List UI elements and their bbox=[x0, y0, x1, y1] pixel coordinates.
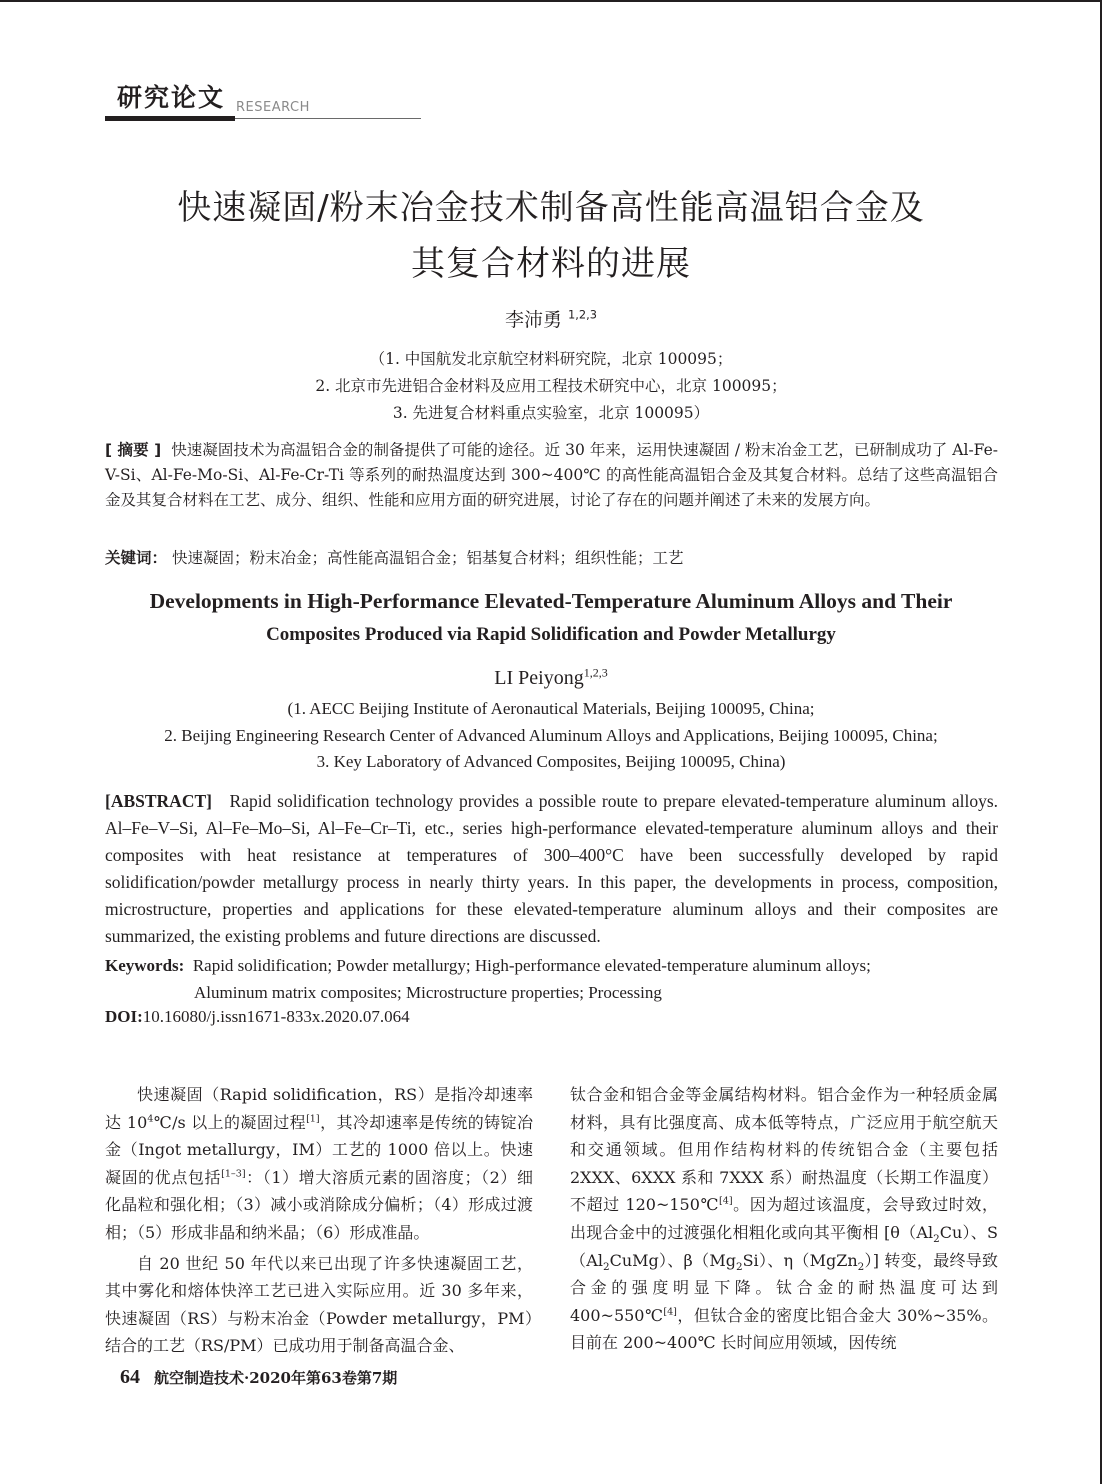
title-cn-line2: 其复合材料的进展 bbox=[411, 244, 691, 284]
keywords-en-line1: Rapid solidification; Powder metallurgy; High-performance elevated-temperature aluminum alloys; bbox=[192, 956, 871, 975]
section-label-cn: 研究论文 bbox=[117, 83, 226, 112]
body-text: CuMg）、β（Mg bbox=[609, 1250, 736, 1270]
body-text: ）] 转变，最终导致合金的强度明显下降。钛合金的耐热温度可达到 400~550℃ bbox=[570, 1250, 998, 1325]
keywords-cn-label: 关键词： bbox=[105, 549, 168, 567]
affiliation-en-2: 2. Beijing Engineering Research Center of Advanced Aluminum Alloys and Applications, Beijing 100095, China; bbox=[164, 726, 938, 745]
author-en-sup: 1,2,3 bbox=[583, 665, 608, 680]
subscript: 2 bbox=[857, 1260, 865, 1273]
page-footer bbox=[120, 1366, 397, 1389]
abstract-en-label: [ABSTRACT] bbox=[105, 791, 212, 811]
body-text: 钛合金和铝合金等金属结构材料。铝合金作为一种轻质金属材料，具有比强度高、成本低等特点，广泛应用于航空航天和交通领域。但用作结构材料的传统铝合金（主要包括 2XXX、6XXX 系和 7XXX 系）耐热温度（长期工作温度）不超过 120~150℃ bbox=[570, 1085, 998, 1215]
body-column-right bbox=[570, 1081, 998, 1357]
body-text: ，但钛合金的密度比铝合金大 30%~35%。目前在 200~400℃ 长时间应用领域，因传统 bbox=[570, 1305, 998, 1353]
keywords-en bbox=[105, 952, 998, 1006]
subscript: 2 bbox=[933, 1233, 940, 1246]
abstract-en-text: Rapid solidification technology provides a possible route to prepare elevated-temperature aluminum alloys. Al–Fe–V–Si, Al–Fe–Mo–Si, Al–Fe–Cr–Ti, etc., series high-performance elevated-temperature aluminum alloys and their composites with heat resistance at temperatures of 300–400°C have been successfully developed by rapid solidification/powder metallurgy process in nearly thirty years. In this paper, the developments in process, composition, microstructure, properties and applications for these elevated-temperature aluminum alloys and their composites are summarized, the existing problems and future directions are discussed. bbox=[105, 791, 998, 946]
abstract-cn-text: 快速凝固技术为高温铝合金的制备提供了可能的途径。近 30 年来，运用快速凝固 / 粉末冶金工艺，已研制成功了 Al-Fe-V-Si、Al-Fe-Mo-Si、Al-Fe-Cr-Ti 等系列的耐热温度达到 300~400℃ 的高性能高温铝合金及其复合材料。总结了这些高温铝合金及其复合材料在工艺、成分、组织、性能和应用方面的研究进展，讨论了存在的问题并阐述了未来的发展方向。 bbox=[105, 441, 999, 509]
keywords-en-label: Keywords: bbox=[105, 956, 185, 975]
author-cn-name: 李沛勇 bbox=[504, 309, 562, 331]
body-paragraph bbox=[105, 1081, 533, 1247]
section-header-bar bbox=[105, 116, 235, 121]
affiliation-cn-1: （1. 中国航发北京航空材料研究院，北京 100095； bbox=[369, 350, 733, 368]
abstract-en bbox=[105, 788, 998, 950]
subscript: 2 bbox=[735, 1260, 743, 1273]
citation-ref: [1–3] bbox=[221, 1168, 246, 1180]
title-cn-line1: 快速凝固/粉末冶金技术制备高性能高温铝合金及 bbox=[177, 188, 925, 228]
affiliation-cn-3: 3. 先进复合材料重点实验室，北京 100095） bbox=[392, 404, 710, 422]
title-en-line1: Developments in High-Performance Elevated-Temperature Aluminum Alloys and Their bbox=[149, 589, 953, 613]
affiliation-en-1: (1. AECC Beijing Institute of Aeronautical Materials, Beijing 100095, China; bbox=[287, 699, 815, 718]
author-cn-sup: 1,2,3 bbox=[568, 307, 598, 322]
body-text: 。因为超过该温度，会导致过时效，出现合金中的过渡强化相粗化或向其平衡相 [θ（Al bbox=[570, 1195, 998, 1242]
affiliation-en-3: 3. Key Laboratory of Advanced Composites, Beijing 100095, China) bbox=[316, 752, 786, 771]
journal-name: 航空制造技术·2020年第63卷第7期 bbox=[154, 1369, 398, 1387]
affiliation-cn-2: 2. 北京市先进铝合金材料及应用工程技术研究中心，北京 100095； bbox=[315, 377, 787, 395]
doi-label: DOI: bbox=[105, 1007, 143, 1026]
keywords-en-line2: Aluminum matrix composites; Microstructure properties; Processing bbox=[194, 983, 662, 1002]
keywords-cn-text: 快速凝固；粉末冶金；高性能高温铝合金；铝基复合材料；组织性能；工艺 bbox=[171, 549, 684, 567]
citation-ref: [4] bbox=[663, 1306, 677, 1318]
section-header-rule bbox=[235, 118, 421, 119]
top-border bbox=[0, 0, 1102, 2]
body-paragraph: 自 20 世纪 50 年代以来已出现了许多快速凝固工艺，其中雾化和熔体快淬工艺已进入实际应用。近 30 多年来，快速凝固（RS）与粉末冶金（Powder metallurgy，PM）结合的工艺（RS/PM）已成功用于制备高温合金、 bbox=[105, 1253, 533, 1356]
body-text: Si）、η（MgZn bbox=[742, 1250, 858, 1270]
body-text: ，其冷却速率是传统的铸锭冶金（Ingot metallurgy，IM）工艺的 1000 倍以上。快速凝固的优点包括 bbox=[105, 1112, 533, 1187]
author-cn bbox=[0, 305, 1102, 332]
keywords-cn bbox=[105, 546, 998, 568]
body-paragraph bbox=[570, 1081, 998, 1357]
body-text: 快速凝固（Rapid solidification，RS）是指冷却速率达 10 bbox=[105, 1085, 533, 1132]
superscript: 4 bbox=[147, 1113, 154, 1125]
abstract-cn-label: [ 摘要 ] bbox=[105, 441, 162, 459]
body-text: ：（1）增大溶质元素的固溶度；（2）细化晶粒和强化相；（3）减小或消除成分偏析；（4）形成过渡相；（5）形成非晶和纳米晶；（6）形成准晶。 bbox=[105, 1167, 533, 1242]
section-label-en: RESEARCH bbox=[236, 100, 310, 115]
page-number: 64 bbox=[120, 1366, 140, 1388]
title-en-line2: Composites Produced via Rapid Solidification and Powder Metallurgy bbox=[266, 624, 836, 645]
author-en-name: LI Peiyong bbox=[494, 667, 584, 689]
citation-ref: [4] bbox=[719, 1196, 733, 1208]
body-column-left bbox=[105, 1081, 533, 1360]
body-text: Cu）、S（Al bbox=[570, 1222, 998, 1270]
author-en bbox=[0, 667, 1102, 690]
doi-value: 10.16080/j.issn1671-833x.2020.07.064 bbox=[142, 1007, 410, 1026]
doi bbox=[105, 1007, 410, 1027]
subscript: 2 bbox=[602, 1260, 610, 1273]
body-text: ℃/s 以上的凝固过程 bbox=[153, 1112, 307, 1132]
citation-ref: [1] bbox=[306, 1113, 320, 1125]
abstract-cn bbox=[105, 438, 998, 513]
